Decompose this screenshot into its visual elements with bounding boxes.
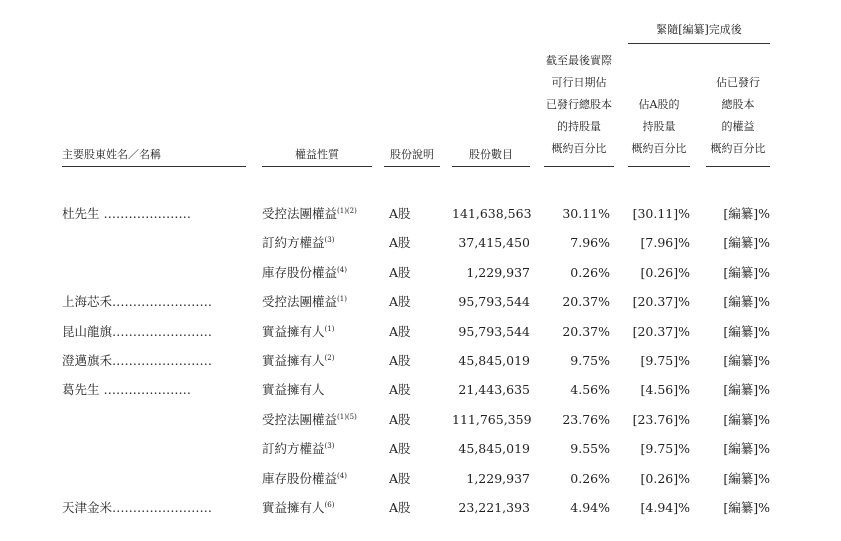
pct-issued-capital: 7.96% bbox=[570, 235, 610, 250]
col-pct-a-line: 已發行總股本 bbox=[546, 98, 612, 111]
share-count: 95,793,544 bbox=[458, 324, 530, 339]
col-pct-a-line: 截至最後實際 bbox=[546, 54, 612, 67]
header-rule bbox=[544, 166, 614, 167]
pct-post-listing: [編纂]% bbox=[723, 324, 770, 339]
shareholder-name: 杜先生 ………………… bbox=[62, 206, 191, 221]
interest-nature-text: 庫存股份權益 bbox=[262, 265, 338, 280]
shareholder-name: 葛先生 ………………… bbox=[62, 382, 191, 397]
share-description: A股 bbox=[389, 441, 411, 456]
interest-nature-text: 受控法團權益 bbox=[262, 412, 338, 427]
group-rule bbox=[628, 43, 770, 44]
pct-a-shares: [9.75]% bbox=[640, 441, 690, 456]
header-rule bbox=[452, 166, 530, 167]
share-description: A股 bbox=[389, 471, 411, 486]
pct-issued-capital: 4.94% bbox=[570, 500, 610, 515]
pct-a-shares: [20.37]% bbox=[632, 324, 690, 339]
header-rule bbox=[706, 166, 770, 167]
pct-a-shares: [23.76]% bbox=[632, 412, 690, 427]
shareholder-name: 澄邁旗禾…………………… bbox=[62, 353, 213, 368]
pct-issued-capital: 9.55% bbox=[570, 441, 610, 456]
share-count: 141,638,563 bbox=[452, 206, 532, 221]
pct-post-listing: [編纂]% bbox=[723, 353, 770, 368]
interest-nature-text: 實益擁有人 bbox=[262, 324, 325, 339]
share-description: A股 bbox=[389, 500, 411, 515]
interest-nature bbox=[262, 382, 325, 398]
header-rule bbox=[62, 166, 246, 167]
footnote-ref: (1) bbox=[337, 294, 347, 303]
share-description: A股 bbox=[389, 382, 411, 397]
pct-post-listing: [編纂]% bbox=[723, 206, 770, 221]
share-description: A股 bbox=[389, 235, 411, 250]
col-pct-a-line: 可行日期佔 bbox=[551, 76, 607, 89]
pct-a-shares: [7.96]% bbox=[640, 235, 690, 250]
share-description: A股 bbox=[389, 206, 411, 221]
pct-a-shares: [0.26]% bbox=[640, 265, 690, 280]
share-count: 23,221,393 bbox=[458, 500, 530, 515]
col-pct-a-line: 的持股量 bbox=[557, 120, 601, 133]
pct-post-listing: [編纂]% bbox=[723, 500, 770, 515]
pct-issued-capital: 0.26% bbox=[570, 471, 610, 486]
pct-a-shares: [9.75]% bbox=[640, 353, 690, 368]
share-count: 45,845,019 bbox=[458, 353, 530, 368]
col-pct-b-line: 佔A股的 bbox=[638, 98, 680, 111]
pct-post-listing: [編纂]% bbox=[723, 471, 770, 486]
footnote-ref: (1) bbox=[324, 324, 335, 333]
pct-issued-capital: 9.75% bbox=[570, 353, 610, 368]
share-count: 21,443,635 bbox=[458, 382, 530, 397]
pct-issued-capital: 4.56% bbox=[570, 382, 610, 397]
interest-nature bbox=[262, 294, 347, 310]
interest-nature bbox=[262, 471, 347, 487]
interest-nature bbox=[262, 206, 357, 222]
header-rule bbox=[262, 166, 372, 167]
interest-nature-text: 受控法團權益 bbox=[262, 206, 338, 221]
interest-nature-text: 實益擁有人 bbox=[262, 500, 325, 515]
header-rule bbox=[384, 166, 440, 167]
footnote-ref: (6) bbox=[324, 500, 335, 509]
interest-nature bbox=[262, 500, 334, 516]
pct-post-listing: [編纂]% bbox=[723, 382, 770, 397]
footnote-ref: (4) bbox=[337, 471, 347, 480]
shareholder-name: 上海芯禾…………………… bbox=[62, 294, 213, 309]
interest-nature bbox=[262, 353, 334, 369]
share-description: A股 bbox=[389, 265, 411, 280]
interest-nature bbox=[262, 265, 347, 281]
interest-nature-text: 實益擁有人 bbox=[262, 382, 325, 397]
col-pct-a-line: 概約百分比 bbox=[551, 142, 607, 155]
share-count: 95,793,544 bbox=[458, 294, 530, 309]
interest-nature bbox=[262, 412, 357, 428]
interest-nature-text: 庫存股份權益 bbox=[262, 471, 338, 486]
col-desc-header: 股份說明 bbox=[390, 148, 434, 161]
col-count-header: 股份數目 bbox=[469, 148, 513, 161]
interest-nature-text: 訂約方權益 bbox=[262, 441, 325, 456]
group-title: 緊隨[編纂]完成後 bbox=[656, 23, 742, 36]
col-pct-c-line: 總股本 bbox=[721, 98, 755, 111]
interest-nature-text: 實益擁有人 bbox=[262, 353, 325, 368]
col-pct-b-line: 概約百分比 bbox=[631, 142, 687, 155]
share-description: A股 bbox=[389, 294, 411, 309]
footnote-ref: (4) bbox=[337, 265, 347, 274]
shareholder-name: 天津金米…………………… bbox=[62, 500, 213, 515]
col-pct-b-header bbox=[628, 94, 690, 160]
footnote-ref: (1)(5) bbox=[337, 412, 357, 421]
header-rule bbox=[628, 166, 690, 167]
col-pct-b-line: 持股量 bbox=[642, 120, 676, 133]
pct-post-listing: [編纂]% bbox=[723, 441, 770, 456]
share-description: A股 bbox=[389, 412, 411, 427]
col-nature-header: 權益性質 bbox=[295, 148, 339, 161]
interest-nature-text: 受控法團權益 bbox=[262, 294, 338, 309]
col-pct-c-line: 概約百分比 bbox=[710, 142, 766, 155]
col-pct-c-line: 的權益 bbox=[721, 120, 755, 133]
pct-a-shares: [0.26]% bbox=[640, 471, 690, 486]
col-pct-c-header bbox=[706, 72, 770, 160]
col-name-header: 主要股東姓名／名稱 bbox=[62, 148, 161, 161]
shareholder-name: 昆山龍旗…………………… bbox=[62, 324, 213, 339]
share-count: 111,765,359 bbox=[452, 412, 532, 427]
footnote-ref: (2) bbox=[324, 353, 335, 362]
footnote-ref: (3) bbox=[324, 235, 335, 244]
col-pct-c-line: 佔已發行 bbox=[716, 76, 760, 89]
pct-issued-capital: 20.37% bbox=[562, 294, 610, 309]
share-count: 1,229,937 bbox=[466, 265, 530, 280]
interest-nature bbox=[262, 235, 334, 251]
pct-post-listing: [編纂]% bbox=[723, 235, 770, 250]
share-count: 37,415,450 bbox=[458, 235, 530, 250]
share-count: 1,229,937 bbox=[466, 471, 530, 486]
interest-nature bbox=[262, 324, 334, 340]
col-pct-a-header bbox=[544, 50, 614, 160]
pct-a-shares: [4.56]% bbox=[640, 382, 690, 397]
pct-post-listing: [編纂]% bbox=[723, 294, 770, 309]
share-count: 45,845,019 bbox=[458, 441, 530, 456]
pct-post-listing: [編纂]% bbox=[723, 412, 770, 427]
pct-a-shares: [4.94]% bbox=[640, 500, 690, 515]
pct-issued-capital: 23.76% bbox=[562, 412, 610, 427]
pct-a-shares: [20.37]% bbox=[632, 294, 690, 309]
pct-issued-capital: 20.37% bbox=[562, 324, 610, 339]
interest-nature bbox=[262, 441, 334, 457]
footnote-ref: (1)(2) bbox=[337, 206, 357, 215]
share-description: A股 bbox=[389, 324, 411, 339]
pct-post-listing: [編纂]% bbox=[723, 265, 770, 280]
pct-issued-capital: 0.26% bbox=[570, 265, 610, 280]
pct-issued-capital: 30.11% bbox=[562, 206, 610, 221]
share-description: A股 bbox=[389, 353, 411, 368]
pct-a-shares: [30.11]% bbox=[632, 206, 690, 221]
interest-nature-text: 訂約方權益 bbox=[262, 235, 325, 250]
footnote-ref: (3) bbox=[324, 441, 335, 450]
